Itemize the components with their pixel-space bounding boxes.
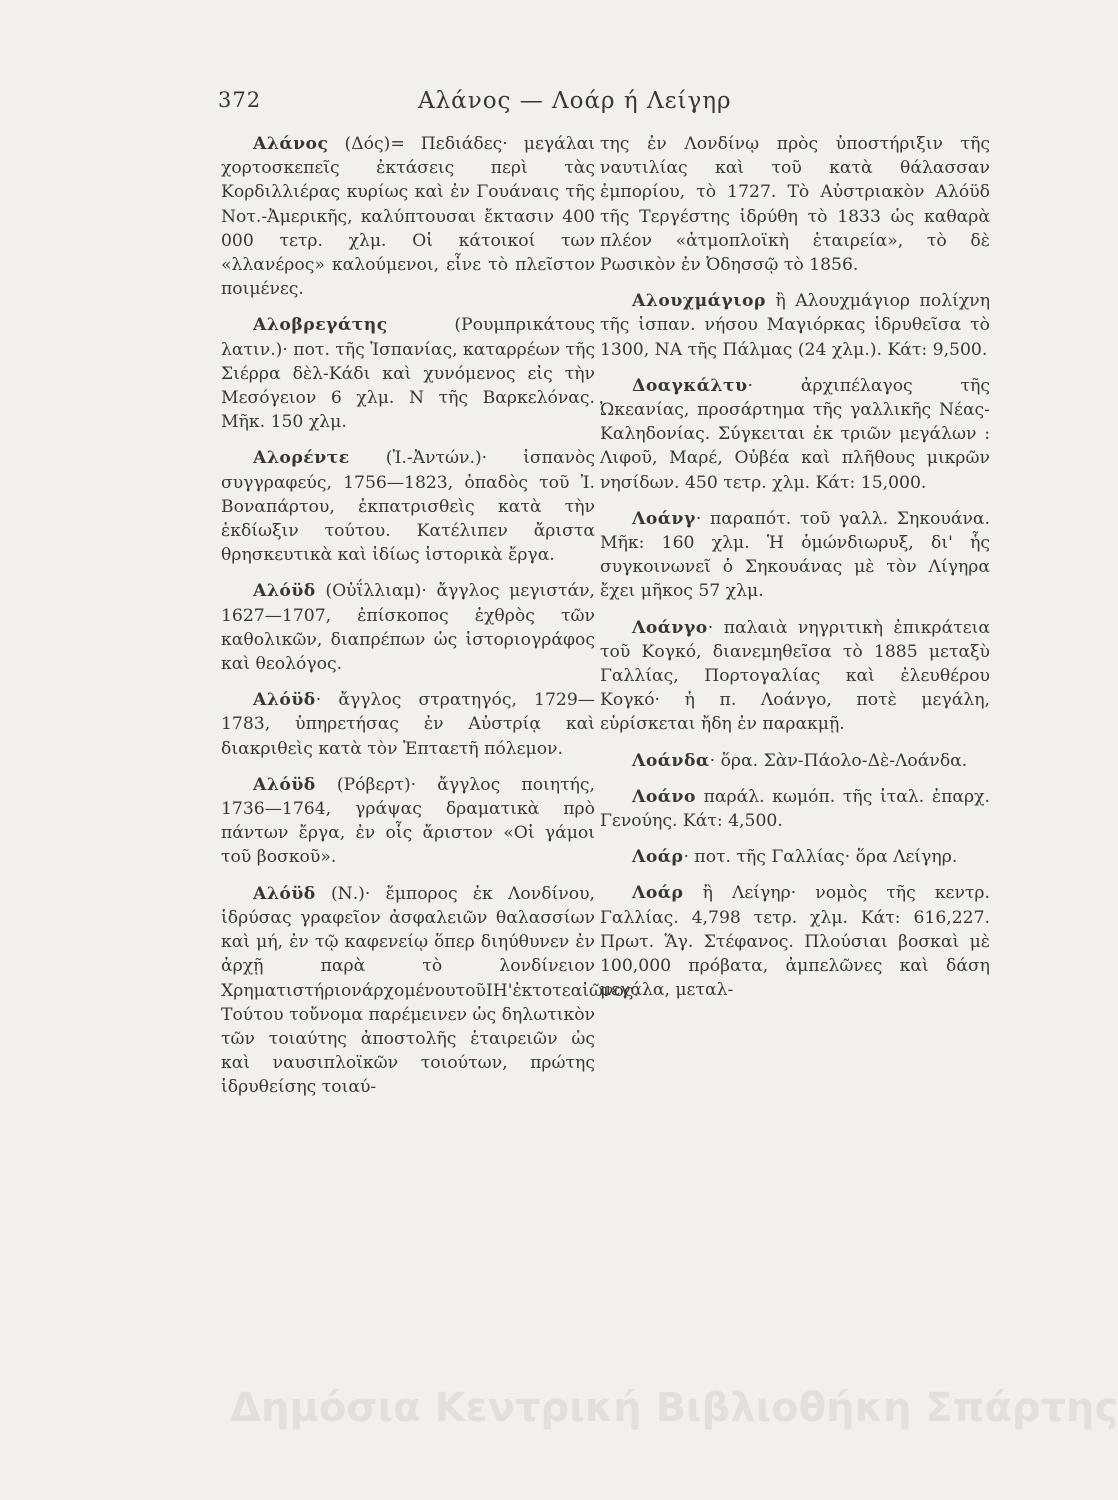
entry-text: ἢ Αλουχμάγιορ πολίχνη τῆς ἱσπαν. νήσου Μαγιόρκας ἱδρυθεῖσα τὸ 1300, ΝΑ τῆς Πάλμας (24 χλμ.). Κάτ: 9,500. [600, 291, 990, 360]
page-number: 372 [218, 88, 262, 112]
entry-text: (Ρουμπρικάτους λατιν.)· ποτ. τῆς Ἱσπανίας, καταρρέων τῆς Σιέρρα δὲλ-Κάδι καὶ χυνόμενος εἰς τὴν Μεσόγειον 6 χλμ. Ν τῆς Βαρκελόνας. Μῆκ. 150 χλμ. [221, 315, 595, 433]
entry-text: (Ρόβερτ)· ἄγγλος ποιητής, 1736—1764, γράψας δραματικὰ πρὸ πάντων ἔργα, ἐν οἷς ἄριστον «Οἱ γάμοι τοῦ βοσκοῦ». [221, 774, 595, 868]
dictionary-entry [221, 773, 595, 870]
entry-headword: Αλόϋδ [253, 774, 316, 795]
entry-text: (Οὐΐλλιαμ)· ἄγγλος μεγιστάν, 1627—1707, ἐπίσκοπος ἐχθρὸς τῶν καθολικῶν, διαπρέπων ὡς ἱστοριογράφος καὶ θεολόγος. [221, 581, 595, 675]
dictionary-entry [221, 132, 595, 301]
dictionary-entry [600, 785, 990, 833]
dictionary-entry [600, 289, 990, 362]
entry-text: · ἄγγλος στρατηγός, 1729—1783, ὑπηρετήσας ἐν Αὐστρίᾳ καὶ διακριθεὶς κατὰ τὸν Ἑπταετῆ πόλεμον. [221, 690, 595, 759]
dictionary-entry-continuation [600, 132, 990, 277]
entry-headword: Λοάρ [632, 883, 684, 904]
entry-headword: Αλοβρεγάτης [253, 315, 388, 336]
entry-text: · παλαιὰ νηγριτικὴ ἐπικράτεια τοῦ Κογκό, διανεμηθεῖσα τὸ 1885 μεταξὺ Γαλλίας, Πορτογαλίας καὶ ἐλευθέρου Κογκό· ἡ π. Λοάνγο, ποτὲ μεγάλη, εὑρίσκεται ἤδη ἐν παρακμῇ. [600, 617, 990, 735]
dictionary-entry [221, 688, 595, 761]
entry-text: παράλ. κωμόπ. τῆς ἰταλ. ἐπαρχ. Γενούης. Κάτ: 4,500. [600, 786, 990, 832]
page-header [218, 88, 818, 128]
entry-headword: Αλόϋδ [253, 581, 316, 602]
entry-text: · παραπότ. τοῦ γαλλ. Σηκουάνα. Μῆκ: 160 χλμ. Ἡ ὁμώνδιωρυξ, δι' ἧς συγκοινωνεῖ ὁ Σηκουάνας μὲ τὸν Λίγηρα ἔχει μῆκος 57 χλμ. [600, 508, 990, 602]
entry-headword: Λοάνο [632, 786, 696, 807]
entry-headword: Λοάνδα [632, 750, 710, 771]
entry-headword: Αλόϋδ [253, 883, 316, 904]
entry-text: ἢ Λείγηρ· νομὸς τῆς κεντρ. Γαλλίας. 4,798 τετρ. χλμ. Κάτ: 616,227. Πρωτ. Ἅγ. Στέφανος. Πλούσιαι βοσκαὶ μὲ 100,000 πρόβατα, ἀμπελῶνες καὶ δάση μεγάλα, μεταλ- [600, 883, 990, 1001]
entry-headword: Αλορέντε [253, 448, 350, 469]
entry-text: (Ν.)· ἔμπορος ἐκ Λονδίνου, ἱδρύσας γραφεῖον ἀσφαλειῶν θαλασσίων καὶ μή, ἐν τῷ καφενείῳ ὅπερ διηύθυνεν ἐν ἀρχῇ παρὰ τὸ λονδίνειον ΧρηματιστήριονάρχομένουτοῦΙΗ'ἐκτοτεαἰῶνος. Τούτου τοὔνομα παρέμεινεν ὡς δηλωτικὸν τῶν τοιαύτης ἀποστολῆς ἑταιρειῶν ὡς καὶ ναυσιπλοϊκῶν τοιούτων, πρώτης ἱδρυθείσης τοιαύ- [221, 883, 639, 1098]
entry-headword: Αλουχμάγιορ [632, 291, 766, 312]
dictionary-entry [221, 446, 595, 567]
entry-text: της ἐν Λονδίνῳ πρὸς ὑποστήριξιν τῆς ναυτιλίας καὶ τοῦ κατὰ θάλασσαν ἐμπορίου, τὸ 1727. Τὸ Αὐστριακὸν Αλόϋδ τῆς Τεργέστης ἱδρύθη τὸ 1833 ὡς καθαρὰ πλέον «ἀτμοπλοϊκὴ ἑταιρεία», τὸ δὲ Ρωσικὸν ἐν Ὀδησσῷ τὸ 1856. [600, 134, 990, 276]
dictionary-entry [600, 374, 990, 495]
library-watermark: Δημόσια Κεντρική Βιβλιοθήκη Σπάρτης [230, 1385, 1118, 1431]
entry-headword: Λοάνγ [632, 508, 696, 529]
left-column [221, 132, 639, 1112]
dictionary-entry [221, 313, 595, 434]
entry-headword: Λοάνγο [632, 617, 708, 638]
dictionary-entry [600, 507, 990, 604]
entry-headword: Αλάνος [253, 134, 329, 154]
right-column [600, 132, 990, 1015]
dictionary-entry [600, 616, 990, 737]
entry-text: · ἀρχιπέλαγος τῆς Ὠκεανίας, προσάρτημα τῆς γαλλικῆς Νέας-Καληδονίας. Σύγκειται ἐκ τριῶν μεγάλων : Λιφοῦ, Μαρέ, Οὐβέα καὶ πλῆθους μικρῶν νησίδων. 450 τετρ. χλμ. Κάτ: 15,000. [600, 375, 990, 493]
entry-headword: Δοαγκάλτυ [632, 375, 748, 396]
dictionary-entry [600, 845, 990, 869]
dictionary-entry [600, 881, 990, 1002]
entry-text: · ὅρα. Σὰν-Πάολο-Δὲ-Λοάνδα. [709, 750, 968, 771]
running-title: Αλάνος — Λοάρ ή Λείγηρ [418, 88, 732, 114]
entry-text: · ποτ. τῆς Γαλλίας· ὅρα Λείγηρ. [683, 847, 958, 868]
dictionary-entry [221, 882, 639, 1100]
entry-headword: Λοάρ [632, 847, 684, 868]
dictionary-entry [221, 579, 595, 676]
dictionary-entry [600, 749, 990, 773]
entry-text: (Ἰ.-Ἀντών.)· ἱσπανὸς συγγραφεύς, 1756—1823, ὀπαδὸς τοῦ Ἰ. Βοναπάρτου, ἐκπατρισθεὶς κατὰ τὴν ἐκδίωξιν τούτου. Κατέλιπεν ἄριστα θρησκευτικὰ καὶ ἰδίως ἱστορικὰ ἔργα. [221, 448, 595, 566]
entry-headword: Αλόϋδ [253, 690, 316, 711]
entry-text: (Δός)= Πεδιάδες· μεγάλαι χορτοσκεπεῖς ἐκτάσεις περὶ τὰς Κορδιλλιέρας κυρίως καὶ ἐν Γουάναις τῆς Νοτ.-Ἀμερικῆς, καλύπτουσαι ἔκτασιν 400 000 τετρ. χλμ. Οἱ κάτοικοί των «λλανέρος» καλούμενοι, εἶνε τὸ πλεῖστον ποιμένες. [221, 134, 595, 300]
